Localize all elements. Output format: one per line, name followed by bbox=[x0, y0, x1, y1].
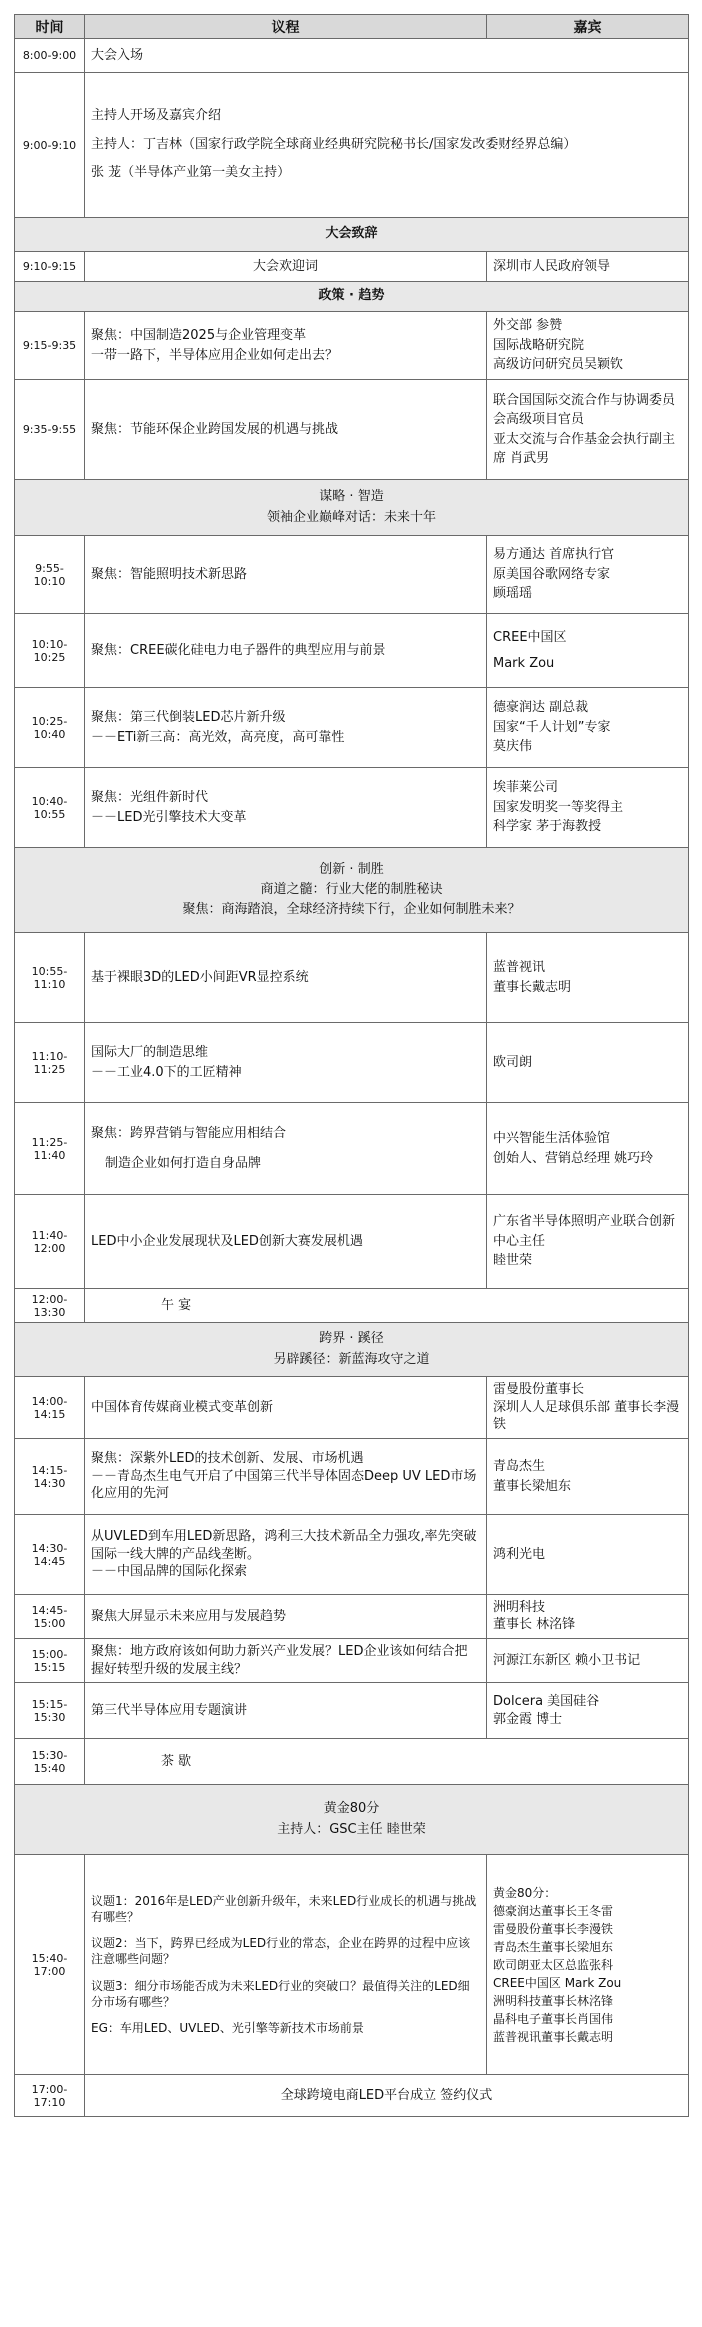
agenda-line: －－LED光引擎技术大变革 bbox=[91, 809, 247, 825]
table-row bbox=[15, 1439, 689, 1515]
guest-line: 莫庆伟 bbox=[493, 739, 533, 755]
agenda-cell bbox=[85, 1515, 487, 1595]
time-cell: 9:10-9:15 bbox=[15, 252, 85, 282]
guest-line: 雷曼股份董事长李漫铁 bbox=[493, 1921, 614, 1936]
guest-line: 国家“千人计划”专家 bbox=[493, 719, 611, 735]
agenda-cell: 茶 歇 bbox=[85, 1739, 689, 1785]
guest-line: 欧司朗亚太区总监张科 bbox=[493, 1957, 614, 1972]
agenda-cell: 全球跨境电商LED平台成立 签约仪式 bbox=[85, 2075, 689, 2117]
guest-line: 晶科电子董事长肖国伟 bbox=[493, 2011, 614, 2026]
topic-line: 议题1：2016年是LED产业创新升级年，未来LED行业成长的机遇与挑战有哪些？ bbox=[91, 1893, 477, 1925]
agenda-line: －－青岛杰生电气开启了中国第三代半导体固态Deep UV LED市场化应用的先河 bbox=[91, 1468, 477, 1502]
guest-line: 睦世荣 bbox=[493, 1253, 533, 1269]
table-row bbox=[15, 933, 689, 1023]
guest-cell bbox=[487, 1439, 689, 1515]
table-row bbox=[15, 1289, 689, 1323]
agenda-line: 制造企业如何打造自身品牌 bbox=[105, 1155, 262, 1171]
time-cell: 11:40-12:00 bbox=[15, 1195, 85, 1289]
agenda-cell: 大会欢迎词 bbox=[85, 252, 487, 282]
guest-line: 易方通达 首席执行官 bbox=[493, 547, 615, 563]
time-cell: 17:00-17:10 bbox=[15, 2075, 85, 2117]
guest-cell bbox=[487, 1377, 689, 1439]
agenda-cell bbox=[85, 1023, 487, 1103]
table-row bbox=[15, 536, 689, 614]
guest-line: 国家发明奖一等奖得主 bbox=[493, 799, 624, 815]
agenda-cell: 聚焦：节能环保企业跨国发展的机遇与挑战 bbox=[85, 380, 487, 480]
guest-cell bbox=[487, 1195, 689, 1289]
table-row bbox=[15, 1739, 689, 1785]
table-row bbox=[15, 312, 689, 380]
guest-line: 董事长梁旭东 bbox=[493, 1478, 572, 1494]
agenda-line: 主持人：丁吉林（国家行政学院全球商业经典研究院秘书长/国家发改委财经界总编） bbox=[91, 136, 577, 152]
agenda-line: －－工业4.0下的工匠精神 bbox=[91, 1064, 242, 1080]
table-row bbox=[15, 252, 689, 282]
table-row bbox=[15, 380, 689, 480]
table-row bbox=[15, 768, 689, 848]
agenda-cell bbox=[85, 1855, 487, 2075]
guest-line: 青岛杰生董事长梁旭东 bbox=[493, 1939, 614, 1954]
agenda-cell: 聚焦：智能照明技术新思路 bbox=[85, 536, 487, 614]
guest-cell bbox=[487, 536, 689, 614]
table-row bbox=[15, 1639, 689, 1683]
guest-cell bbox=[487, 688, 689, 768]
section-line: 领袖企业巅峰对话：未来十年 bbox=[266, 509, 436, 525]
agenda-cell bbox=[85, 312, 487, 380]
section-line: 跨界 · 蹊径 bbox=[319, 1331, 384, 1347]
agenda-cell bbox=[85, 768, 487, 848]
guest-cell: 欧司朗 bbox=[487, 1023, 689, 1103]
guest-cell bbox=[487, 1683, 689, 1739]
time-cell: 10:25-10:40 bbox=[15, 688, 85, 768]
agenda-line: 聚焦：跨界营销与智能应用相结合 bbox=[91, 1126, 287, 1141]
agenda-line: 聚焦：第三代倒装LED芯片新升级 bbox=[91, 710, 286, 725]
guest-line: 洲明科技董事长林洺锋 bbox=[493, 1993, 614, 2008]
guest-cell bbox=[487, 1103, 689, 1195]
time-cell: 12:00-13:30 bbox=[15, 1289, 85, 1323]
guest-line: 蓝普视讯董事长戴志明 bbox=[493, 2029, 614, 2044]
agenda-cell bbox=[85, 1103, 487, 1195]
agenda-line: 一带一路下，半导体应用企业如何走出去？ bbox=[91, 347, 339, 363]
agenda-line: 主持人开场及嘉宾介绍 bbox=[91, 107, 222, 123]
guest-line: 德豪润达 副总裁 bbox=[493, 700, 589, 716]
guest-line: 国际战略研究院 bbox=[493, 337, 585, 353]
guest-line: 创始人、营销总经理 姚巧玲 bbox=[493, 1150, 654, 1166]
time-cell: 11:25-11:40 bbox=[15, 1103, 85, 1195]
agenda-line: －－中国品牌的国际化探索 bbox=[91, 1564, 248, 1580]
section-row bbox=[15, 1785, 689, 1855]
agenda-cell: 聚焦：地方政府该如何助力新兴产业发展？LED企业该如何结合把握好转型升级的发展主线？ bbox=[85, 1639, 487, 1683]
table-row bbox=[15, 73, 689, 218]
section-line: 商道之髓：行业大佬的制胜秘诀 bbox=[260, 881, 443, 897]
agenda-line: 聚焦：中国制造2025与企业管理变革 bbox=[91, 328, 307, 343]
section-line: 另辟蹊径：新蓝海攻守之道 bbox=[273, 1351, 430, 1367]
time-cell: 10:55-11:10 bbox=[15, 933, 85, 1023]
time-cell: 14:30-14:45 bbox=[15, 1515, 85, 1595]
agenda-cell bbox=[85, 688, 487, 768]
guest-line: Mark Zou bbox=[493, 655, 555, 671]
table-row bbox=[15, 688, 689, 768]
guest-line: 青岛杰生 bbox=[493, 1459, 546, 1474]
agenda-line: 聚焦：光组件新时代 bbox=[91, 790, 209, 805]
time-cell: 8:00-9:00 bbox=[15, 39, 85, 73]
agenda-cell: 中国体育传媒商业模式变革创新 bbox=[85, 1377, 487, 1439]
guest-cell bbox=[487, 768, 689, 848]
table-row bbox=[15, 1683, 689, 1739]
guest-line: 亚太交流与合作基金会执行副主席 肖武男 bbox=[493, 431, 676, 466]
time-cell: 9:00-9:10 bbox=[15, 73, 85, 218]
agenda-line: 张 茏（半导体产业第一美女主持） bbox=[91, 165, 291, 181]
agenda-cell: 聚焦：CREE碳化硅电力电子器件的典型应用与前景 bbox=[85, 614, 487, 688]
header-agenda: 议程 bbox=[85, 15, 487, 39]
guest-line: 埃菲莱公司 bbox=[493, 780, 559, 796]
section-line: 创新 · 制胜 bbox=[319, 861, 384, 877]
agenda-cell bbox=[85, 73, 689, 218]
guest-line: 顾瑶瑶 bbox=[493, 586, 533, 602]
guest-line: 蓝普视讯 bbox=[493, 960, 546, 975]
section-title bbox=[15, 848, 689, 933]
time-cell: 10:10-10:25 bbox=[15, 614, 85, 688]
guest-line: CREE中国区 bbox=[493, 630, 567, 645]
time-cell: 15:40-17:00 bbox=[15, 1855, 85, 2075]
guest-line: 联合国国际交流合作与协调委员会高级项目官员 bbox=[493, 392, 676, 427]
time-cell: 9:15-9:35 bbox=[15, 312, 85, 380]
section-line: 聚焦：商海踏浪，全球经济持续下行，企业如何制胜未来？ bbox=[182, 902, 521, 918]
time-cell: 15:15-15:30 bbox=[15, 1683, 85, 1739]
guest-line: 黄金80分： bbox=[493, 1885, 557, 1900]
guest-line: 科学家 茅于海教授 bbox=[493, 819, 602, 835]
agenda-cell: 聚焦大屏显示未来应用与发展趋势 bbox=[85, 1595, 487, 1639]
table-row bbox=[15, 1023, 689, 1103]
guest-line: 中兴智能生活体验馆 bbox=[493, 1131, 611, 1146]
time-cell: 14:00-14:15 bbox=[15, 1377, 85, 1439]
time-cell: 11:10-11:25 bbox=[15, 1023, 85, 1103]
section-line: 谋略 · 智造 bbox=[319, 489, 384, 505]
guest-line: 外交部 参赞 bbox=[493, 318, 563, 334]
table-row bbox=[15, 1595, 689, 1639]
agenda-cell: 基于裸眼3D的LED小间距VR显控系统 bbox=[85, 933, 487, 1023]
time-cell: 14:15-14:30 bbox=[15, 1439, 85, 1515]
section-title: 大会致辞 bbox=[15, 218, 689, 252]
section-row bbox=[15, 848, 689, 933]
time-cell: 9:35-9:55 bbox=[15, 380, 85, 480]
guest-cell bbox=[487, 1855, 689, 2075]
table-row bbox=[15, 1377, 689, 1439]
guest-line: 洲明科技 bbox=[493, 1599, 546, 1615]
guest-line: 原美国谷歌网络专家 bbox=[493, 566, 611, 582]
guest-cell: 河源江东新区 赖小卫书记 bbox=[487, 1639, 689, 1683]
guest-line: 德豪润达董事长王冬雷 bbox=[493, 1903, 614, 1918]
agenda-cell: LED中小企业发展现状及LED创新大赛发展机遇 bbox=[85, 1195, 487, 1289]
agenda-table bbox=[14, 14, 689, 2117]
section-row bbox=[15, 218, 689, 252]
time-cell: 15:00-15:15 bbox=[15, 1639, 85, 1683]
guest-line: 董事长戴志明 bbox=[493, 979, 572, 995]
topic-line: EG：车用LED、UVLED、光引擎等新技术市场前景 bbox=[91, 2020, 364, 2035]
time-cell: 10:40-10:55 bbox=[15, 768, 85, 848]
section-line: 黄金80分 bbox=[323, 1801, 380, 1817]
agenda-cell bbox=[85, 1439, 487, 1515]
table-row bbox=[15, 1195, 689, 1289]
time-cell: 15:30-15:40 bbox=[15, 1739, 85, 1785]
guest-line: 董事长 林洺锋 bbox=[493, 1616, 576, 1632]
guest-cell: 鸿利光电 bbox=[487, 1515, 689, 1595]
topic-line: 议题3：细分市场能否成为未来LED行业的突破口？最值得关注的LED细分市场有哪些？ bbox=[91, 1978, 470, 2009]
table-row bbox=[15, 614, 689, 688]
table-row bbox=[15, 1103, 689, 1195]
table-row bbox=[15, 1515, 689, 1595]
topic-line: 议题2：当下，跨界已经成为LED行业的常态，企业在跨界的过程中应该注意哪些问题？ bbox=[91, 1936, 471, 1967]
guest-line: Dolcera 美国硅谷 bbox=[493, 1693, 600, 1709]
guest-cell bbox=[487, 614, 689, 688]
time-cell: 9:55-10:10 bbox=[15, 536, 85, 614]
section-row bbox=[15, 480, 689, 536]
table-row bbox=[15, 39, 689, 73]
agenda-cell: 第三代半导体应用专题演讲 bbox=[85, 1683, 487, 1739]
time-cell: 14:45-15:00 bbox=[15, 1595, 85, 1639]
guest-line: 深圳人人足球俱乐部 董事长李漫铁 bbox=[493, 1399, 680, 1433]
agenda-line: 国际大厂的制造思维 bbox=[91, 1045, 209, 1060]
guest-line: 广东省半导体照明产业联合创新中心主任 bbox=[493, 1214, 676, 1249]
section-row bbox=[15, 1323, 689, 1377]
agenda-cell: 午 宴 bbox=[85, 1289, 689, 1323]
section-line: 主持人：GSC主任 睦世荣 bbox=[277, 1821, 426, 1837]
header-guest: 嘉宾 bbox=[487, 15, 689, 39]
guest-line: CREE中国区 Mark Zou bbox=[493, 1975, 622, 1990]
guest-line: 雷曼股份董事长 bbox=[493, 1382, 585, 1398]
guest-cell bbox=[487, 312, 689, 380]
guest-cell bbox=[487, 933, 689, 1023]
guest-cell bbox=[487, 1595, 689, 1639]
table-row bbox=[15, 2075, 689, 2117]
section-title bbox=[15, 1323, 689, 1377]
section-row bbox=[15, 282, 689, 312]
section-title: 政策 · 趋势 bbox=[15, 282, 689, 312]
table-row bbox=[15, 1855, 689, 2075]
guest-cell: 深圳市人民政府领导 bbox=[487, 252, 689, 282]
agenda-cell: 大会入场 bbox=[85, 39, 689, 73]
agenda-line: －－ETi新三高：高光效，高亮度，高可靠性 bbox=[91, 729, 345, 745]
guest-cell bbox=[487, 380, 689, 480]
header-time: 时间 bbox=[15, 15, 85, 39]
section-title bbox=[15, 480, 689, 536]
guest-line: 高级访问研究员吴颖钦 bbox=[493, 357, 624, 373]
section-title bbox=[15, 1785, 689, 1855]
guest-line: 郭金霞 博士 bbox=[493, 1711, 563, 1727]
agenda-line: 聚焦：深紫外LED的技术创新、发展、市场机遇 bbox=[91, 1451, 364, 1467]
table-header-row bbox=[15, 15, 689, 39]
agenda-line: 从UVLED到车用LED新思路，鸿利三大技术新品全力强攻,率先突破国际一线大牌的产品线垄断。 bbox=[91, 1529, 477, 1562]
